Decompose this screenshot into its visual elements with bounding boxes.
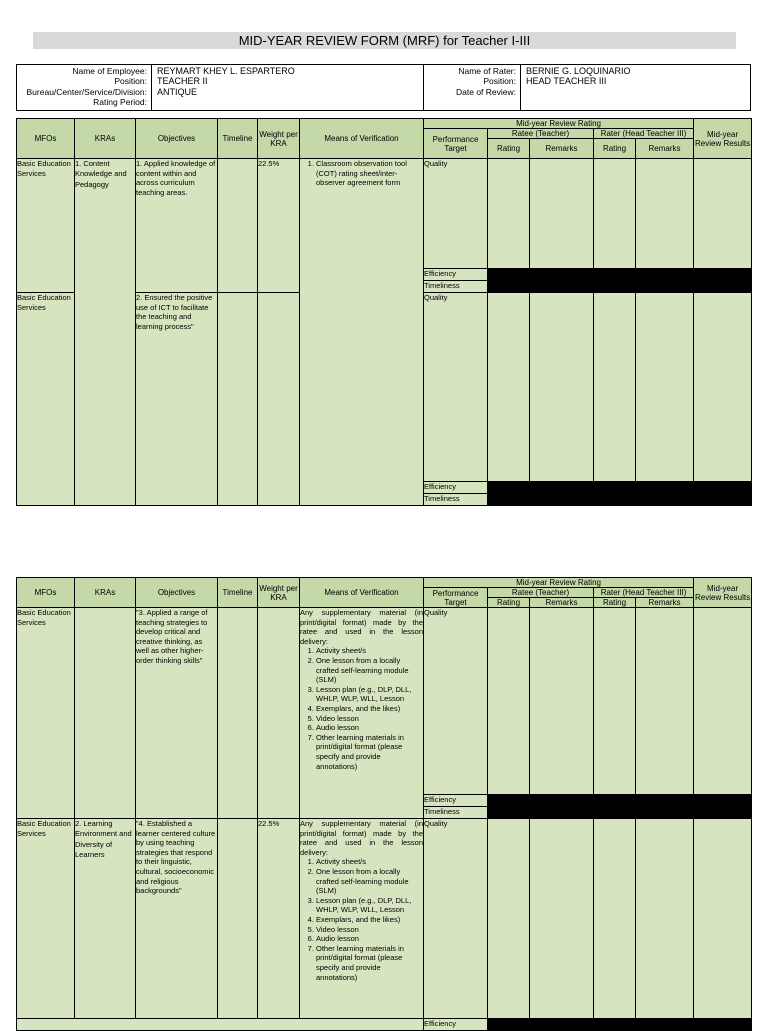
weight-cell [258,293,300,506]
mov-item: 1. Activity sheet/s [316,646,423,656]
mov-cell [300,819,424,1019]
shaded-cell [488,807,752,819]
quality-target: Quality [424,819,488,1019]
ratee-rating-header: Rating [488,139,530,159]
ratee-rating-header: Rating [488,598,530,608]
remarks-cell [636,159,694,269]
results-cell [694,608,752,795]
employee-position-value: TEACHER II [157,76,208,86]
shaded-cell [488,795,752,807]
shaded-cell [488,482,752,494]
rater-position-value: HEAD TEACHER III [526,76,607,86]
timeline-header: Timeline [218,119,258,159]
rating-cell [594,293,636,482]
mfo-cell: Basic Education Services [17,608,75,819]
kra-cell: 1. Content Knowledge and Pedagogy [75,159,136,506]
efficiency-target: Efficiency [424,795,488,807]
remarks-cell [530,819,594,1019]
mov-item: 4. Exemplars, and the likes) [316,704,423,714]
mov-item: 3. Lesson plan (e.g., DLP, DLL, WHLP, WLP, WLL, Lesson [316,896,423,915]
objective-cell: "3. Applied a range of teaching strategies to develop critical and creative thinking, as well as other higher-order thinking skills" [136,608,218,819]
mov-header: Means of Verification [300,578,424,608]
mov-item: 2. One lesson from a locally crafted self-learning module (SLM) [316,656,423,685]
mid-year-results-header: Mid-year Review Results [694,119,752,159]
mov-item: 6. Audio lesson [316,934,423,944]
efficiency-target: Efficiency [424,269,488,281]
performance-target-header: Performance Target [424,588,488,608]
ratee-header: Ratee (Teacher) [488,588,594,598]
results-cell [694,293,752,482]
objectives-header: Objectives [136,578,218,608]
timeliness-target: Timeliness [424,281,488,293]
mov-cell [300,608,424,819]
mov-item: 7. Other learning materials in print/digital format (please specify and provide annotations) [316,733,423,771]
mov-item: 2. One lesson from a locally crafted self-learning module (SLM) [316,867,423,896]
rater-remarks-header: Remarks [636,139,694,159]
rater-position-label: Position: [483,76,516,86]
rater-header: Rater (Head Teacher III) [594,129,694,139]
remarks-cell [530,608,594,795]
objectives-header: Objectives [136,119,218,159]
mfos-header: MFOs [17,578,75,608]
employee-name-label: Name of Employee: [72,66,147,76]
objective-cell: 2. Ensured the positive use of ICT to facilitate the teaching and learning process" [136,293,218,506]
ratee-remarks-header: Remarks [530,598,594,608]
remarks-cell [530,293,594,482]
mid-year-rating-header: Mid-year Review Rating [424,578,694,588]
shaded-cell [488,1019,752,1031]
rating-cell [488,159,530,269]
employee-bureau-label: Bureau/Center/Service/Division: [26,87,147,97]
weight-header: Weight per KRA [258,119,300,159]
timeline-header: Timeline [218,578,258,608]
review-table-1 [16,118,752,506]
results-cell [694,159,752,269]
weight-header: Weight per KRA [258,578,300,608]
employee-bureau-value: ANTIQUE [157,87,198,97]
rating-period-label: Rating Period: [93,97,147,107]
quality-target: Quality [424,159,488,269]
review-date-label: Date of Review: [456,87,516,97]
rating-cell [488,608,530,795]
mid-year-rating-header: Mid-year Review Rating [424,119,694,129]
shaded-cell [488,494,752,506]
timeliness-target: Timeliness [424,494,488,506]
kra-cell [75,608,136,819]
mov-item: 1. Activity sheet/s [316,857,423,867]
rating-cell [488,293,530,482]
rating-cell [594,159,636,269]
spacer-cell [17,1019,424,1031]
objective-cell: "4. Established a learner centered culture by using teaching strategies that respond to their linguistic, cultural, socioeconomic and religious backgrounds" [136,819,218,1019]
weight-cell [258,608,300,819]
mov-item: 7. Other learning materials in print/digital format (please specify and provide annotations) [316,944,423,982]
rater-rating-header: Rating [594,598,636,608]
mov-cell [300,159,424,506]
kras-header: KRAs [75,119,136,159]
mov-item: 3. Lesson plan (e.g., DLP, DLL, WHLP, WLP, WLL, Lesson [316,685,423,704]
shaded-cell [488,269,752,281]
timeline-cell [218,608,258,819]
mov-item: 5. Video lesson [316,925,423,935]
efficiency-target: Efficiency [424,482,488,494]
mov-item: 1. Classroom observation tool (COT) rating sheet/inter-observer agreement form [316,159,423,188]
mfo-cell: Basic Education Services [17,293,75,506]
rater-header: Rater (Head Teacher III) [594,588,694,598]
mov-intro: Any supplementary material (in print/digital format) made by the ratee and used in the lesson delivery: [300,819,423,857]
kra-cell: 2. Learning Environment and Diversity of Learners [75,819,136,1019]
remarks-cell [530,159,594,269]
employee-info-box [16,64,751,111]
rating-cell [594,819,636,1019]
employee-name-value: REYMART KHEY L. ESPARTERO [157,66,295,76]
rater-remarks-header: Remarks [636,598,694,608]
mfo-cell: Basic Education Services [17,159,75,293]
ratee-header: Ratee (Teacher) [488,129,594,139]
efficiency-target: Efficiency [424,1019,488,1031]
form-title: MID-YEAR REVIEW FORM (MRF) for Teacher I-III [33,32,736,49]
mov-item: 6. Audio lesson [316,723,423,733]
rater-name-value: BERNIE G. LOQUINARIO [526,66,631,76]
rater-rating-header: Rating [594,139,636,159]
employee-position-label: Position: [114,76,147,86]
timeliness-target: Timeliness [424,807,488,819]
results-cell [694,819,752,1019]
rating-cell [594,608,636,795]
review-table-2 [16,577,752,1031]
timeline-cell [218,819,258,1019]
rater-name-label: Name of Rater: [458,66,516,76]
objective-cell: 1. Applied knowledge of content within and across curriculum teaching areas. [136,159,218,293]
mov-item: 4. Exemplars, and the likes) [316,915,423,925]
remarks-cell [636,608,694,795]
kras-header: KRAs [75,578,136,608]
rating-cell [488,819,530,1019]
performance-target-header: Performance Target [424,129,488,159]
mfo-cell: Basic Education Services [17,819,75,1019]
timeline-cell [218,159,258,293]
timeline-cell [218,293,258,506]
remarks-cell [636,293,694,482]
weight-cell: 22.5% [258,819,300,1019]
mov-item: 5. Video lesson [316,714,423,724]
quality-target: Quality [424,293,488,482]
shaded-cell [488,281,752,293]
mfos-header: MFOs [17,119,75,159]
quality-target: Quality [424,608,488,795]
mov-intro: Any supplementary material (in print/digital format) made by the ratee and used in the lesson delivery: [300,608,423,646]
weight-cell: 22.5% [258,159,300,293]
mid-year-results-header: Mid-year Review Results [694,578,752,608]
mov-header: Means of Verification [300,119,424,159]
ratee-remarks-header: Remarks [530,139,594,159]
remarks-cell [636,819,694,1019]
